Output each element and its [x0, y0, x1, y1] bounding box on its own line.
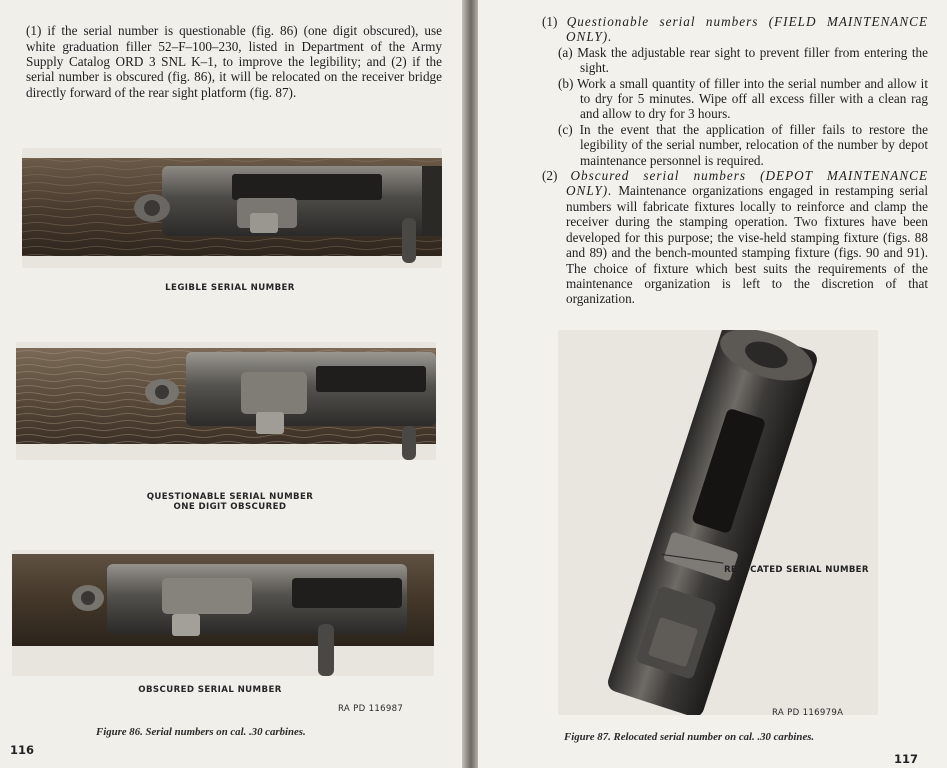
- subitem-b-text: Work a small quantity of filler into the serial number and allow it to dry for 5 minutes. Wipe off all excess filler with a clean rag and allow to dry for 3 hours.: [577, 75, 928, 122]
- page-number-right: 117: [894, 752, 919, 766]
- subitem-b-label: (b): [558, 75, 574, 91]
- subitem-a: [542, 45, 928, 76]
- item-1-label: (1): [542, 14, 558, 29]
- item-1: [542, 14, 928, 45]
- photo-relocated-serial: [558, 330, 878, 715]
- right-text-block: [542, 14, 928, 307]
- caption-legible: LEGIBLE SERIAL NUMBER: [165, 283, 295, 293]
- item-2-title: Obscured serial numbers (DEPOT MAINTENANCE ONLY).: [566, 168, 928, 199]
- caption-questionable-line2: ONE DIGIT OBSCURED: [173, 502, 287, 512]
- book-gutter: [460, 0, 480, 768]
- caption-questionable: [110, 492, 350, 512]
- subitem-a-text: Mask the adjustable rear sight to prevent filler from entering the sight.: [577, 44, 928, 76]
- item-1-title: Questionable serial numbers (FIELD MAINTENANCE ONLY).: [566, 14, 928, 45]
- left-page: [0, 0, 462, 768]
- ra-code-left: RA PD 116987: [338, 704, 404, 714]
- subitem-a-label: (a): [558, 44, 573, 60]
- caption-obscured: OBSCURED SERIAL NUMBER: [138, 685, 282, 695]
- page-number-left: 116: [10, 743, 35, 757]
- subitem-b: [542, 76, 928, 122]
- figure-87-caption: Figure 87. Relocated serial number on cal. .30 carbines.: [564, 731, 815, 743]
- subitem-c: [542, 122, 928, 168]
- photo-legible-serial: [22, 148, 442, 268]
- subitem-c-label: (c): [558, 121, 573, 137]
- item-2-text: Maintenance organizations engaged in restamping serial numbers will fabricate fixtures locally to reinforce and clamp the receiver during the stamping operation. Two fixtures have been developed for this purpose; the vise-held stamping fixture (figs. 88 and 89) and the bench-mounted stamping fixture (figs. 90 and 91). The choice of fixture which best suits the requirements of the maintenance organization is left to the discretion of that organization.: [566, 183, 928, 307]
- subitem-c-text: In the event that the application of filler fails to restore the legibility of the serial number, relocation of the number by depot maintenance personnel is required.: [579, 121, 929, 168]
- figure-86-caption: Figure 86. Serial numbers on cal. .30 carbines.: [96, 726, 306, 738]
- caption-questionable-line1: QUESTIONABLE SERIAL NUMBER: [146, 492, 314, 502]
- item-2-label: (2): [542, 168, 558, 184]
- photo-obscured-serial: [12, 550, 434, 676]
- item-2: [542, 168, 928, 307]
- ra-code-right: RA PD 116979A: [772, 708, 844, 718]
- photo-questionable-serial: [16, 342, 436, 460]
- intro-paragraph: (1) if the serial number is questionable (fig. 86) (one digit obscured), use white graduation filler 52–F–100–230, listed in Department of the Army Supply Catalog ORD 3 SNL K–1, to improve the legibility; and (2) if the serial number is obscured (fig. 86), it will be relocated on the receiver bridge directly forward of the rear sight platform (fig. 87).: [26, 23, 442, 100]
- callout-relocated-serial: RELOCATED SERIAL NUMBER: [724, 565, 869, 575]
- right-page: [478, 0, 947, 768]
